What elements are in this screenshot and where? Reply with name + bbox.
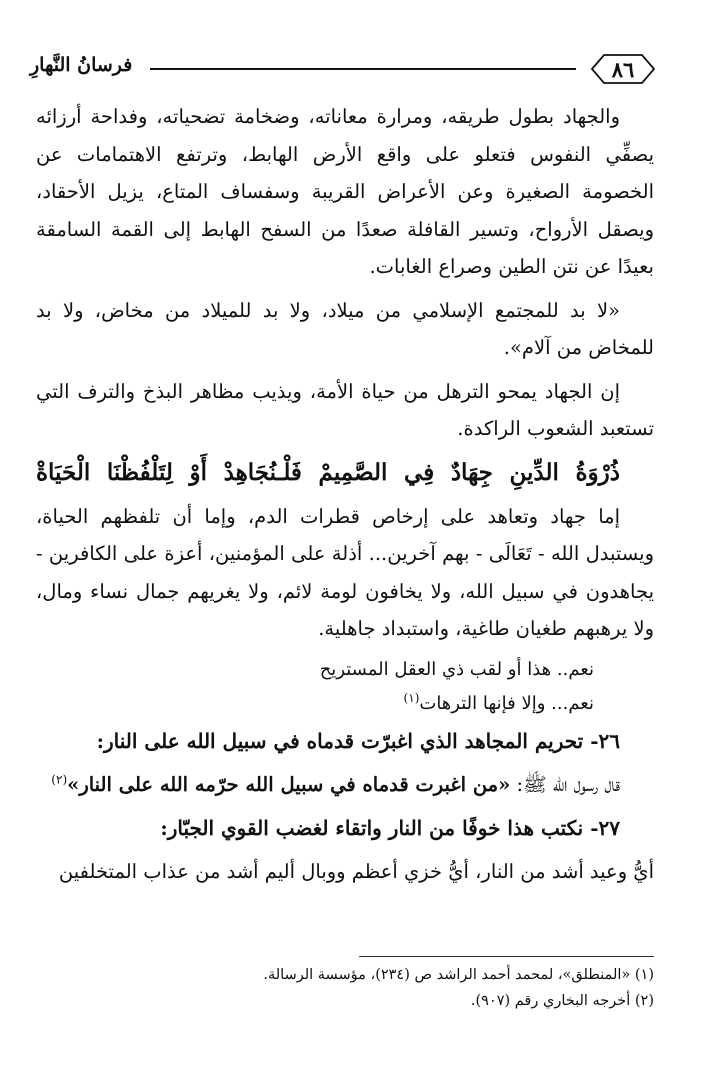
paragraph: إن الجهاد يمحو الترهل من حياة الأمة، ويذيب مظاهر البذخ والترف التي تستعبد الشعوب الراكدة. <box>36 379 654 440</box>
poem-line <box>36 688 594 720</box>
running-title: فرسانُ النَّهارِ <box>30 54 133 76</box>
footnote-ref: (٢) <box>51 772 68 786</box>
hadith-intro: قال رسول الله ﷺ: <box>510 772 620 796</box>
page-number-frame <box>590 52 656 86</box>
poem-line: نعم.. هذا أو لقب ذي العقل المستريح <box>319 658 594 680</box>
hadith-paragraph <box>36 766 654 804</box>
footnote-1: (١) «المنطلق»، لمحمد أحمد الراشد ص (٢٣٤)، مؤسسة الرسالة. <box>263 967 654 983</box>
paragraph: والجهاد بطول طريقه، ومرارة معاناته، وضخامة تضحياته، وفداحة أرزائه يصفِّي النفوس فتعلو على واقع الأرض الهابط، وترتفع الاهتمامات عن الخصومة الصغيرة وعن الأعراض القريبة وسفساف المتاع، يزيل الأحقاد، ويصقل الأرواح، وتسير القافلة صعدًا من السفح الهابط إلى القمة السامقة بعيدًا عن نتن الطين وصراع الغابات. <box>36 105 654 278</box>
footnote-rule <box>359 956 654 957</box>
main-text <box>36 98 654 897</box>
header-rule <box>150 68 576 70</box>
quote-paragraph: «لا بد للمجتمع الإسلامي من ميلاد، ولا بد للميلاد من مخاض، ولا بد للمخاض من آلام». <box>36 298 654 359</box>
section-heading-27: ٢٧- نكتب هذا خوفًا من النار واتقاء لغضب القوي الجبّار: <box>160 816 620 840</box>
section-heading-26: ٢٦- تحريم المجاهد الذي اغبرّت قدماه في سبيل الله على النار: <box>96 728 620 753</box>
footnotes <box>36 962 654 1014</box>
hadith-quote: «من اغبرت قدماه في سبيل الله حرّمه الله على النار» <box>67 772 511 796</box>
poem-line-text: نعم... وإلا فإنها الترهات <box>419 692 594 714</box>
paragraph: إما جهاد وتعاهد على إرخاص قطرات الدم، وإما أن تلفظهم الحياة، ويستبدل الله - تَعَالَى - بهم آخرين... أذلة على المؤمنين، أعزة على الكافرين - يجاهدون في سبيل الله، ولا يخافون لومة لائم، ولا يغريهم جمال نساء ومال، ولا يرهبهم طغيان طاغية، واستبداد جاهلية. <box>36 504 654 640</box>
poem-block <box>36 654 654 720</box>
page-number: ٨٦ <box>611 56 635 82</box>
footnote-2: (٢) أخرجه البخاري رقم (٩٠٧). <box>470 993 654 1009</box>
running-header <box>30 52 656 92</box>
verse-line: ذُرْوَةُ الدِّينِ جِهَادٌ فِي الصَّمِيمْ فَلْـنُجَاهِدْ أَوْ لِتَلْفُظْنَا الْحَيَاةْ <box>36 458 620 486</box>
paragraph: أيُّ وعيد أشد من النار، أيُّ خزي أعظم ووبال أليم أشد من عذاب المتخلفين <box>58 860 654 883</box>
footnote-ref: (١) <box>403 690 420 705</box>
